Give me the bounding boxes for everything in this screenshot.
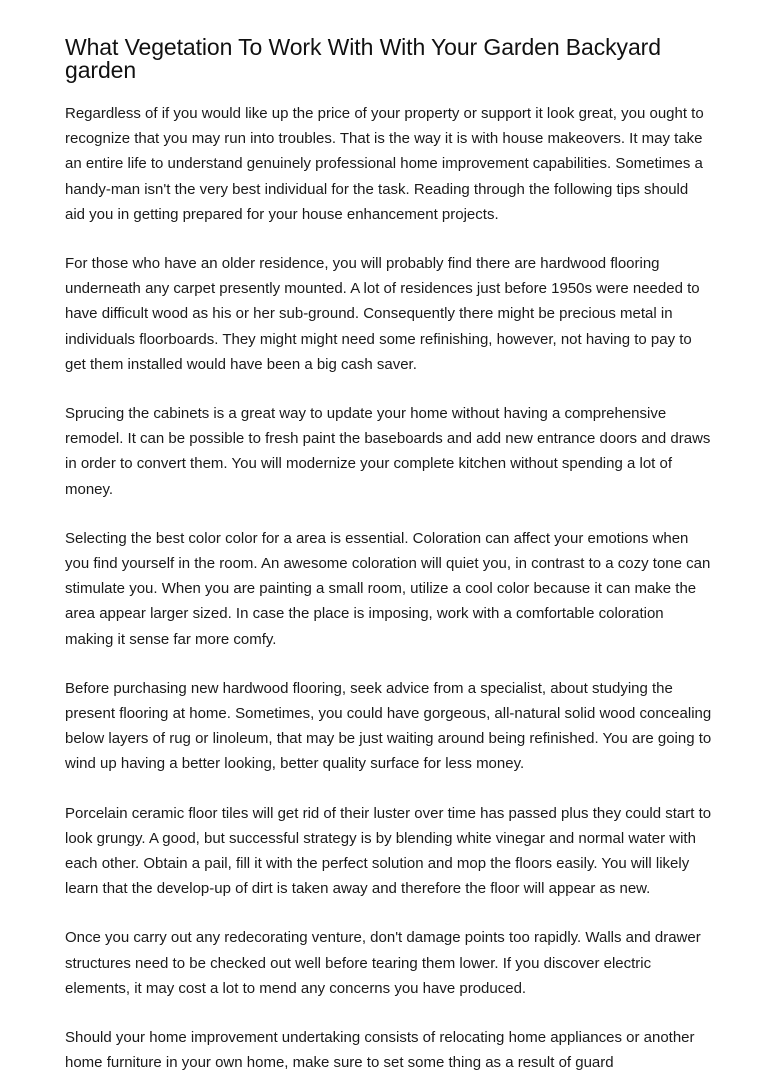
document-title: What Vegetation To Work With With Your Garden Backyard garden: [65, 34, 661, 83]
paragraph: Sprucing the cabinets is a great way to update your home without having a comprehensive remodel. It can be possible to fresh paint the baseboards and add new entrance doors and draws in order to convert them. You will modernize your complete kitchen without spending a lot of money.: [65, 405, 711, 498]
paragraph: For those who have an older residence, you will probably find there are hardwood flooring underneath any carpet presently mounted. A lot of residences just before 1950s were needed to have difficult wood as his or her sub-ground. Consequently there might be precious metal in individuals floorboards. They might might need some refinishing, however, not having to pay to get them installed would have been a big cash saver.: [65, 255, 700, 373]
paragraph: Once you carry out any redecorating venture, don't damage points too rapidly. Walls and drawer structures need to be checked out well before tearing them lower. If you discover electric elements, it may cost a lot to mend any concerns you have produced.: [65, 929, 701, 997]
paragraph: Selecting the best color color for a area is essential. Coloration can affect your emotions when you find yourself in the room. An awesome coloration will quiet you, in contrast to a cozy tone can stimulate you. When you are painting a small room, utilize a cool color because it can make the area appear larger sized. In case the place is imposing, work with a comfortable coloration making it sense far more comfy.: [65, 529, 711, 648]
paragraph: Regardless of if you would like up the price of your property or support it look great, you ought to recognize that you may run into troubles. That is the way it is with house makeovers. It may take an entire life to understand genuinely professional home improvement capabilities. Sometimes a handy-man isn't the very best individual for the task. Reading through the following tips should aid you in getting prepared for your house enhancement projects.: [65, 105, 704, 223]
paragraph: Porcelain ceramic floor tiles will get rid of their luster over time has passed plus they could start to look grungy. A good, but successful strategy is by blending white vinegar and normal water with each other. Obtain a pail, fill it with the perfect solution and mop the floors easily. You will likely learn that the develop-up of dirt is taken away and therefore the floor will appear as new.: [65, 804, 712, 898]
paragraph: Before purchasing new hardwood flooring, seek advice from a specialist, about studying the present flooring at home. Sometimes, you could have gorgeous, all-natural solid wood concealing below layers of rug or linoleum, that may be just waiting around being refinished. You are going to wind up having a better looking, better quality surface for less money.: [65, 679, 712, 773]
paragraph: Should your home improvement undertaking consists of relocating home appliances or another home furniture in your own home, make sure to set some thing as a result of guard: [65, 1029, 695, 1072]
